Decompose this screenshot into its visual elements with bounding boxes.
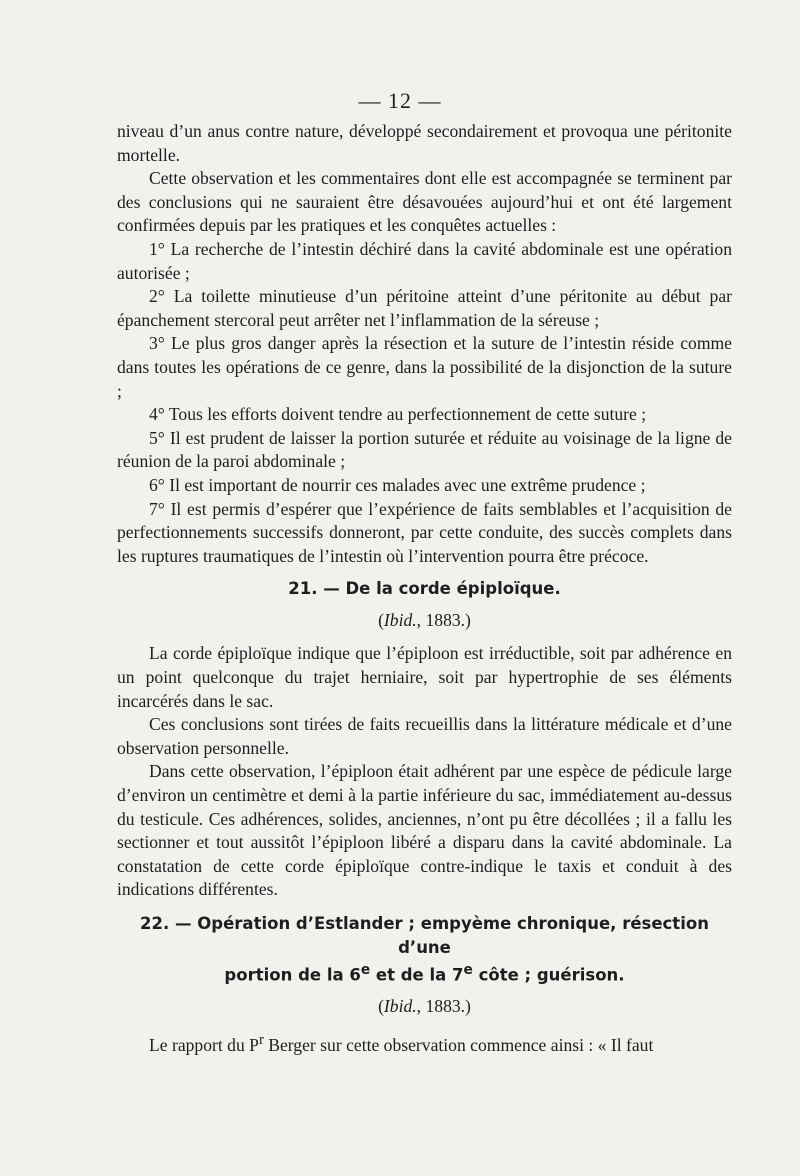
section-21-paragraph: Dans cette observation, l’épiploon était adhérent par une espèce de pédicule large d’environ un centimètre et demi à la partie inférieure du sac, immédiatement au-dessus du testicule. Ces adhérences, solides, anciennes, n’ont pu être décollées ; il a fallu les sectionner et tout aussitôt l’épiploon libéré a disparu dans la cavité abdominale. La constatation de cette corde épiploïque contre-indique le taxis et conduit à des indications différentes. (117, 761, 732, 900)
page-number: — 12 — (358, 88, 442, 113)
intro-paragraph: 7° Il est permis d’espérer que l’expérience de faits semblables et l’acquisition de perfectionnements successifs donneront, par cette conduite, des succès complets dans les ruptures traumatiques de l’intestin où l’intervention pourra être précoce. (117, 498, 732, 566)
section-22-paragraph: Le rapport du $P^r$ Berger sur cette observation commence ainsi : « Il faut (149, 1031, 654, 1055)
page-body (117, 120, 732, 1057)
section-21-paragraph: La corde épiploïque indique que l’épiploon est irréductible, soit par adhérence en un point quelconque du trajet herniaire, soit par hypertrophie de ses éléments incarcérés dans le sac. (117, 643, 732, 711)
intro-paragraph: 1° La recherche de l’intestin déchiré dans la cavité abdominale est une opération autorisée ; (117, 238, 732, 283)
section-21-paragraph: Ces conclusions sont tirées de faits recueillis dans la littérature médicale et d’une observation personnelle. (117, 714, 732, 758)
intro-paragraph: niveau d’un anus contre nature, développé secondairement et provoqua une péritonite mortelle. (117, 121, 732, 165)
section-22-heading: 22. — Opération d’Estlander ; empyème chronique, résection d’une portion de la 6e et de la 7e côte ; guérison. (140, 914, 709, 985)
intro-paragraph: 4° Tous les efforts doivent tendre au perfectionnement de cette suture ; (149, 404, 647, 425)
intro-paragraph: Cette observation et les commentaires dont elle est accompagnée se terminent par des conclusions qui ne sauraient être désavouées aujourd’hui et ont été largement confirmées depuis par les pratiques et les conquêtes actuelles : (117, 168, 732, 236)
section-21-text (117, 642, 732, 902)
intro-text (117, 120, 732, 568)
intro-paragraph: 5° Il est prudent de laisser la portion suturée et réduite au voisinage de la ligne de réunion de la paroi abdominale ; (117, 427, 732, 472)
intro-paragraph: 3° Le plus gros danger après la résection et la suture de l’intestin réside comme dans toutes les opérations de ce genre, dans la possibilité de la disjonction de la suture ; (117, 333, 732, 401)
intro-paragraph: 2° La toilette minutieuse d’un péritoine atteint d’une péritonite au début par épanchement stercoral peut arrêter net l’inflammation de la séreuse ; (117, 286, 732, 330)
section-21-source: (Ibid., 1883.) (378, 609, 471, 630)
section-22-source: (Ibid., 1883.) (378, 996, 471, 1017)
section-21-heading: 21. — De la corde épiploïque. (288, 579, 561, 599)
intro-paragraph: 6° Il est important de nourrir ces malades avec une extrême prudence ; (149, 474, 646, 495)
